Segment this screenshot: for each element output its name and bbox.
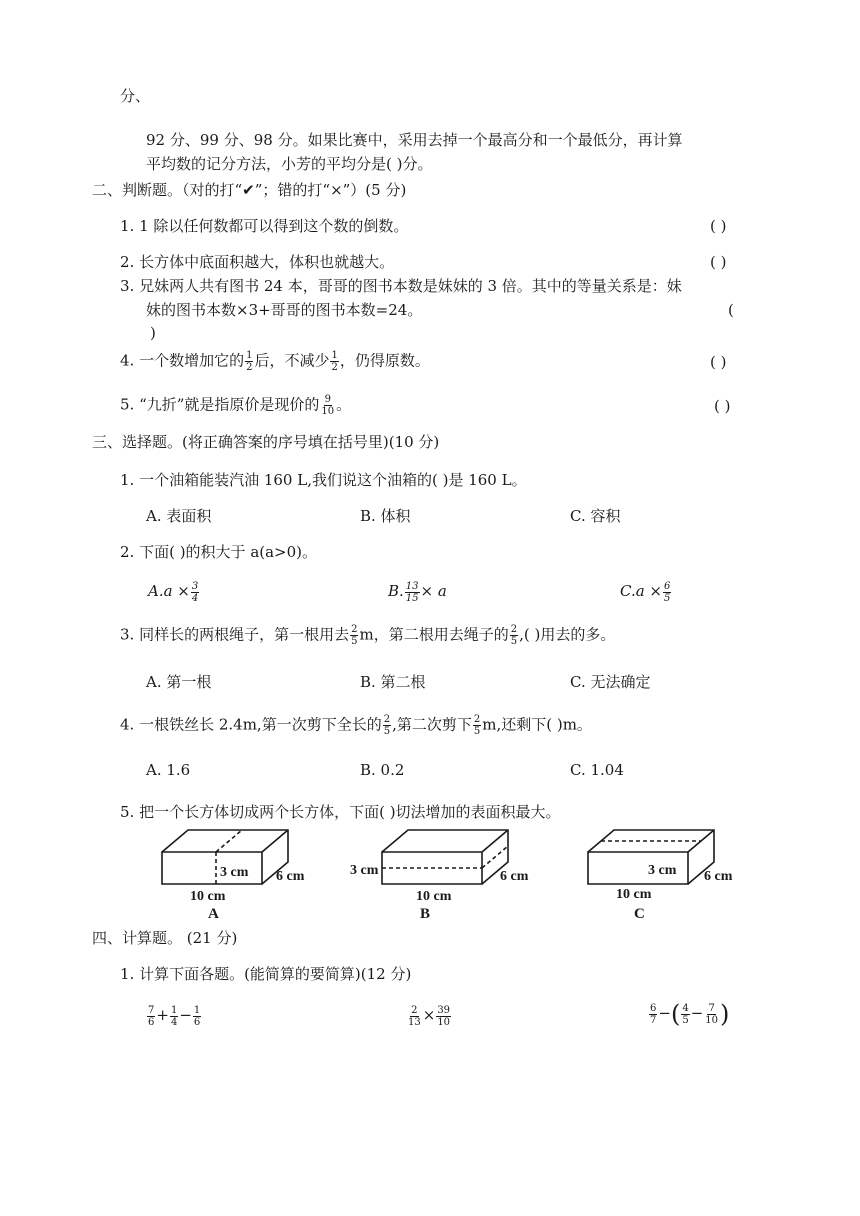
choice-q2-option-c[interactable]: C.a × $\frac{6}{5}$ [620,580,671,604]
judge-q2-answer-paren[interactable]: ( ) [710,253,727,271]
cuboid-a-width-label: 10 cm [190,889,226,904]
judge-q1: 1. 1 除以任何数都可以得到这个数的倒数。 [120,217,409,235]
cuboid-b-height-label: 3 cm [350,863,379,878]
choice-q4: 4. 一根铁丝长 2.4m,第一次剪下全长的 $\frac{2}{5}$ ,第二次剪下 $\frac{2}{5}$ m,还剩下( )m。 [120,714,592,737]
choice-q2: 2. 下面( )的积大于 a(a>0)。 [120,543,318,561]
cuboid-c-depth-label: 6 cm [704,869,733,884]
choice-q5: 5. 把一个长方体切成两个长方体，下面( )切法增加的表面积最大。 [120,803,561,821]
choice-q1-option-c[interactable]: C. 容积 [570,507,621,525]
cuboid-c-height-label: 3 cm [648,863,677,878]
prev-question-line-1: 92 分、99 分、98 分。如果比赛中，采用去掉一个最高分和一个最低分，再计算 [146,131,683,149]
section-4-title: 四、计算题。 (21 分) [92,929,238,947]
prev-question-fragment: 分、 [120,87,151,105]
judge-q2: 2. 长方体中底面积越大，体积也就越大。 [120,253,395,271]
fraction-half: $\frac{1}{2}$ [331,350,338,373]
choice-q4-option-c[interactable]: C. 1.04 [570,761,624,779]
judge-q5: 5. “九折”就是指原价是现价的 $\frac{9}{10}$ 。 [120,394,352,417]
cuboid-a-height-label: 3 cm [220,865,249,880]
judge-q3-line-2: 妹的图书本数×3+哥哥的图书本数=24。 [146,301,423,319]
cuboid-b-label: B [420,906,431,922]
section-2-title: 二、判断题。（对的打“✔”；错的打“×”）(5 分) [92,181,407,199]
choice-q4-option-a[interactable]: A. 1.6 [146,761,191,779]
judge-q3-line-1: 3. 兄妹两人共有图书 24 本，哥哥的图书本数是妹妹的 3 倍。其中的等量关系是：妹 [120,277,682,295]
judge-q1-answer-paren[interactable]: ( ) [710,217,727,235]
calc-q1: 1. 计算下面各题。(能简算的要简算)(12 分) [120,965,412,983]
choice-q4-option-b[interactable]: B. 0.2 [360,761,405,779]
choice-q1-option-b[interactable]: B. 体积 [360,507,411,525]
judge-q3-answer-open[interactable]: ( [728,301,734,319]
choice-q2-option-b[interactable]: B. $\frac{13}{15}$ × a [388,580,447,604]
fraction-nine-tenths: $\frac{9}{10}$ [321,394,335,417]
cuboid-c-width-label: 10 cm [616,887,652,902]
cuboid-a-label: A [208,906,219,922]
prev-question-line-2: 平均数的记分方法，小芳的平均分是( )分。 [146,155,433,173]
cuboid-b-width-label: 10 cm [416,889,452,904]
judge-q4: 4. 一个数增加它的 $\frac{1}{2}$ 后，不减少 $\frac{1}{2}$ ，仍得原数。 [120,350,430,373]
judge-q3-answer-close: ) [150,324,156,342]
choice-q1-option-a[interactable]: A. 表面积 [146,507,212,525]
calc-expression-1: $\frac{7}{6}$ + $\frac{1}{4}$ − $\frac{1}{6}$ [148,1004,201,1028]
choice-q3: 3. 同样长的两根绳子，第一根用去 $\frac{2}{5}$ m，第二根用去绳子的 $\frac{2}{5}$ ,( )用去的多。 [120,624,616,647]
choice-q1: 1. 一个油箱能装汽油 160 L,我们说这个油箱的( )是 160 L。 [120,471,527,489]
section-3-title: 三、选择题。(将正确答案的序号填在括号里)(10 分) [92,433,440,451]
choice-q2-option-a[interactable]: A.a × $\frac{3}{4}$ [148,580,199,604]
cuboid-a-depth-label: 6 cm [276,869,305,884]
fraction-half: $\frac{1}{2}$ [246,350,253,373]
cuboid-b-depth-label: 6 cm [500,869,529,884]
calc-expression-2: $\frac{2}{13}$ × $\frac{39}{10}$ [408,1004,451,1028]
judge-q5-answer-paren[interactable]: ( ) [714,397,731,415]
cuboid-figures [150,824,770,924]
cuboid-figure-b[interactable] [382,830,508,884]
choice-q3-option-a[interactable]: A. 第一根 [146,673,212,691]
choice-q3-option-b[interactable]: B. 第二根 [360,673,426,691]
judge-q4-answer-paren[interactable]: ( ) [710,353,727,371]
calc-expression-3: $\frac{6}{7}$ −( $\frac{4}{5}$ − $\frac{7}{10}$ ) [650,1000,730,1028]
choice-q3-option-c[interactable]: C. 无法确定 [570,673,651,691]
cuboid-c-label: C [634,906,645,922]
